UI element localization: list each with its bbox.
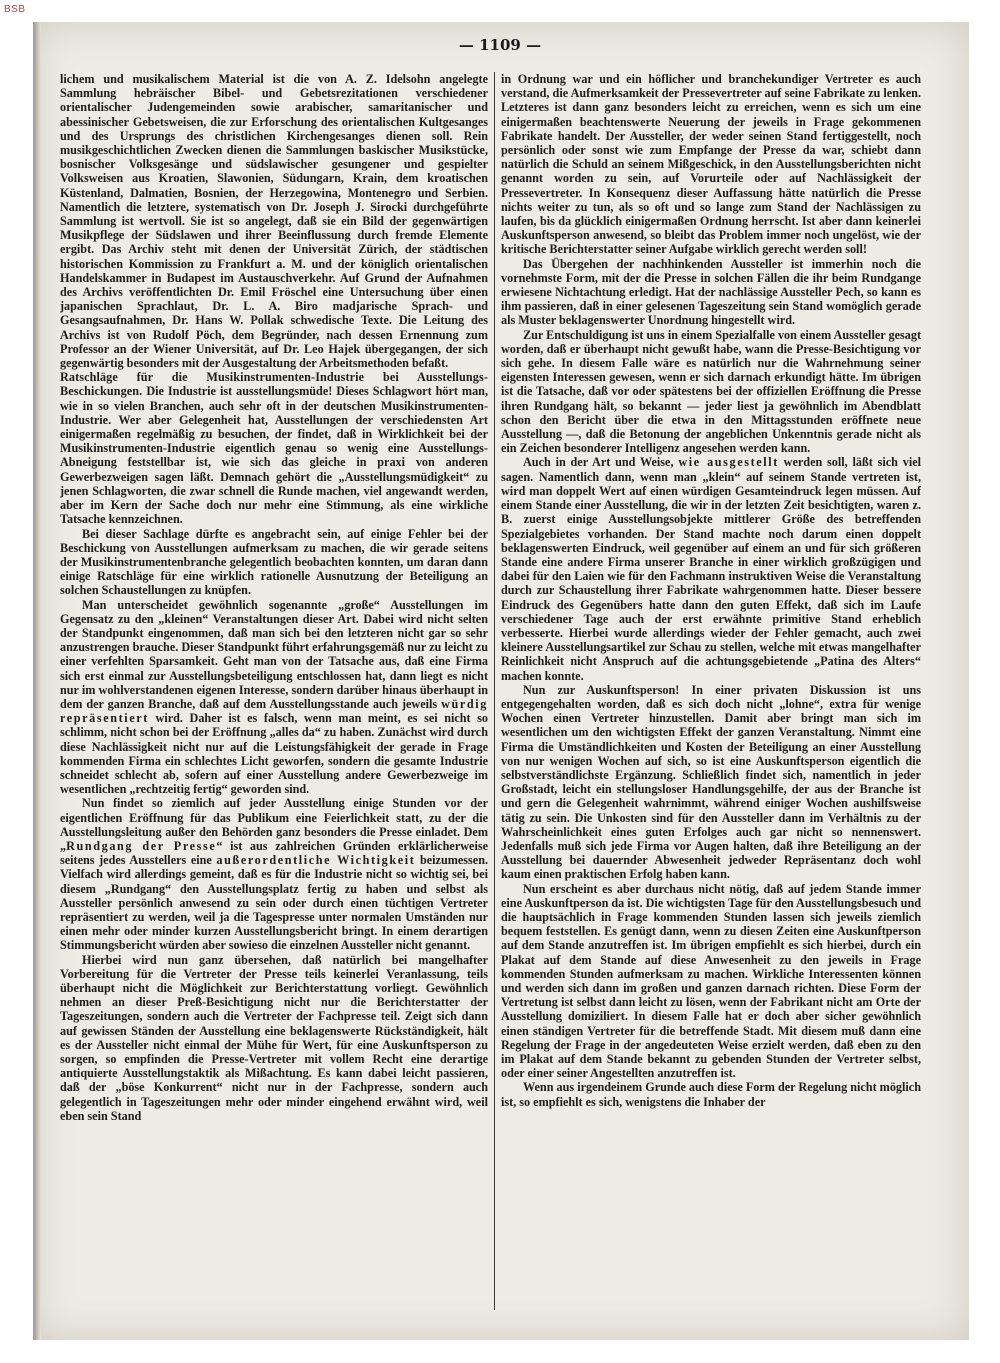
- paragraph: Zur Entschuldigung ist uns in einem Spezialfalle von einem Aussteller gesagt worden, daß er überhaupt nicht gewußt habe, wann die Presse-Besichtigung vor sich gehe. In diesem Falle wäre es natürlich nur die Wahrnehmung seiner eigensten Interessen gewesen, wenn er sich darnach erkundigt hätte. Im übrigen ist die Tatsache, daß vor oder spätestens bei der offiziellen Eröffnung die Presse ihren Rundgang hält, so bekannt — jeder liest ja gewöhnlich im Abendblatt schon den Bericht über die etwa in den Mittagsstunden eröffnete neue Ausstellung —, daß die Betonung der angeblichen Unkenntnis gerade nicht als ein Zeichen besonderer Intelligenz angesehen werden kann.: [501, 327, 921, 456]
- paragraph: Bei dieser Sachlage dürfte es angebracht sein, auf einige Fehler bei der Beschickung von Ausstellungen aufmerksam zu machen, die wir gerade seitens der Musikinstrumentenbranche gelegentlich beobachten konnten, um daran dann einige Ratschläge für eine wirklich rationelle Ausnutzung der Beteiligung an solchen Schaustellungen zu knüpfen.: [60, 526, 488, 598]
- paragraph: Hierbei wird nun ganz übersehen, daß natürlich bei mangelhafter Vorbereitung für die Vertreter der Presse teils keinerlei Veranlassung, teils überhaupt nicht die Möglichkeit zur Berichterstattung vorliegt. Gewöhnlich nehmen an dieser Preß-Besichtigung nicht nur die Berichterstatter der Tageszeitungen, sondern auch die Vertreter der Fachpresse teil. Zeigt sich dann auf gewissen Ständen der Ausstellung eine beklagenswerte Rückständigkeit, hält es der Aussteller nicht einmal der Mühe für Wert, für eine Auskunftsperson zu sorgen, so empfinden die Presse-Vertreter mit vollem Recht eine derartige antiquierte Ausstellungstaktik als Mißachtung. Es kann dabei leicht passieren, daß der „böse Konkurrent“ nicht nur in der Fachpresse, sondern auch gelegentlich in Tageszeitungen mehr oder minder eingehend erwähnt wird, weil eben sein Stand: [60, 952, 488, 1123]
- paragraph-text: werden soll, läßt sich viel sagen. Namentlich dann, wenn man „klein“ auf seinem Stande vertreten ist, wird man doppelt Wert auf einen würdigen Gesamteindruck legen müssen. Auf einem Stande einer Ausstellung, die wir in der letzten Zeit besichtigten, waren z. B. zuerst einige Ausstellungsobjekte mittlerer Größe des betreffenden Spezialgebietes vorhanden. Der Stand machte noch darum einen doppelt beklagenswerten Eindruck, weil gegenüber auf einem an und für sich größeren Stande eine andere Firma unserer Branche in einer wirklich großzügigen und dabei für den Laien wie für den Fachmann instruktiven Weise die Veranstaltung durch zur Schaustellung ihrer Fabrikate wahrgenommen hatte. Dieser bessere Eindruck des Gegenübers hatte dann den guten Effekt, daß sich im Laufe verschiedener Tage auch der erst erwähnte primitive Stand erheblich verbesserte. Hierbei wurde allerdings wieder der Fehler gemacht, auch zwei kleinere Ausstellungsartikel zur Schau zu stellen, welche mit etwas mangelhafter Reinlichkeit nicht Anspruch auf die achtungsgebietende „Patina des Alters“ machen konnte.: [501, 455, 921, 683]
- paragraph: lichem und musikalischem Material ist die von A. Z. Idelsohn angelegte Sammlung hebräischer Bibel- und Gebetsrezitationen verschiedener orientalischer Judengemeinden sowie arabischer, samaritanischer und abessinischer Gebetsweisen, die zur Erforschung des orientalischen Kultgesanges und des Ursprungs des christlichen Kirchengesanges dienen soll. Rein musikgeschichtlichen Zwecken dienen die Sammlungen baskischer Musikstücke, bosnischer Volksgesänge und südslawischer gesungener und gespielter Volksweisen aus Kroatien, Slawonien, Südungarn, Krain, dem kroatischen Küstenland, Dalmatien, Bosnien, der Herzegowina, Montenegro und Serbien. Namentlich die letztere, systematisch von Dr. Joseph J. Sirocki durchgeführte Sammlung ist wertvoll. Sie ist so angelegt, daß sie ein Bild der gegenwärtigen Musikpflege der Südslawen und ihrer Beeinflussung durch fremde Elemente ergibt. Das Archiv steht mit denen der Universität Zürich, der städtischen historischen Kommission zu Frankfurt a. M. und der königlich orientalischen Handelskammer in Budapest im Austauschverkehr. Auf Grund der Aufnahmen des Archivs veröffentlichten Dr. Emil Fröschel eine Untersuchung über einen japanischen Sprachlaut, Dr. L. A. Biro madjarische Sprach- und Gesangsaufnahmen, Dr. Hans W. Pollak schwedische Texte. Die Leitung des Archivs ist von Rudolf Pöch, dem Begründer, nach dessen Ernennung zum Professor an der Wiener Universität, auf Dr. Leo Hajek übergegangen, der sich gegenwärtig besonders mit der Ausgestaltung der Arbeitsmethoden befaßt.: [60, 72, 488, 371]
- paragraph-text: beizumessen. Vielfach wird allerdings gemeint, daß es für die Industrie nicht so wichtig sei, bei diesem „Rundgang“ den Ausstellungsplatz fertig zu haben und selbst als Aussteller persönlich anwesend zu sein oder durch einen tüchtigen Vertreter repräsentiert zu werden, weil ja die Tagespresse unter normalen Umständen nur einen mehr oder minder kurzen Ausstellungsbericht bringt. In einem derartigen Stimmungsbericht würden aber sowieso die einzelnen Aussteller nicht genannt.: [60, 853, 488, 953]
- page-number: — 1109 —: [458, 36, 542, 54]
- paragraph-text: Man unterscheidet gewöhnlich sogenannte „große“ Ausstellungen im Gegensatz zu den „kleinen“ Veranstaltungen dieser Art. Dabei wird nicht selten der Standpunkt eingenommen, daß man sich bei den letzteren nicht gar so sehr anzustrengen brauche. Dieser Standpunkt führt erfahrungsgemäß nur zu leicht zu einer verfehlten Sparsamkeit. Geht man von der Tatsache aus, daß eine Firma sich erst einmal zur Ausstellungsbeteiligung entschlossen hat, dann liegt es nicht nur im wohlverstandenen eigenen Interesse, sondern darüber hinaus überhaupt in dem der ganzen Branche, daß auf dem Ausstellungsstande auch jeweils: [60, 597, 488, 711]
- paragraph-text: Auch in der Art und Weise,: [523, 455, 674, 470]
- paragraph: in Ordnung war und ein höflicher und branchekundiger Vertreter es auch verstand, die Aufmerksamkeit der Pressevertreter auf seine Fabrikate zu lenken. Letzteres ist dann ganz besonders leicht zu erreichen, wenn es sich um eine einigermaßen beachtenswerte Neuerung der jeweils in Frage gekommenen Fabrikate handelt. Der Aussteller, der weder seinen Stand fertiggestellt, noch persönlich oder sonst wie zum Empfange der Presse da war, schiebt dann natürlich die Schuld an seinem Mißgeschick, in den Ausstellungsberichten nicht genannt worden zu sein, auf Vorurteile oder auf Nachlässigkeit der Pressevertreter. In Konsequenz dieser Auffassung hätte natürlich die Presse nichts weiter zu tun, als so oft und so lange zum Stand der Nachlässigen zu laufen, bis da glücklich einigermaßen Ordnung herrscht. Ist aber dann keinerlei Auskunftsperson anwesend, so bleibt das Problem immer noch ungelöst, wie der kritische Berichterstatter seiner Aufgabe wirklich gerecht werden soll!: [501, 72, 921, 257]
- paragraph-text: Die Industrie ist ausstellungsmüde! Dieses Schlagwort hört man, wie in so vielen Branchen, auch sehr oft in der deutschen Musikinstrumenten-Industrie. Wer aber Gelegenheit hat, Ausstellungen der verschiedensten Art einigermaßen regelmäßig zu besuchen, der findet, daß in Wirklichkeit bei der Musikinstrumenten-Industrie eigentlich genau so wenig eine Ausstellungs-Abneigung feststellbar ist, wie sich das gleiche in praxi von anderen Gewerbezweigen sagen läßt. Demnach gehört die „Ausstellungsmüdigkeit“ zu jenen Schlagworten, die zwar schnell die Runde machen, viel angewandt werden, aber im Kern der Sache doch nur mehr eine Stimmung, als eine wirkliche Tatsache kennzeichnen.: [60, 384, 488, 527]
- left-column: [60, 72, 488, 1312]
- section-heading: Ratschläge für die Musikinstrumenten-Industrie bei Ausstellungs-Beschickungen.: [60, 370, 488, 399]
- emphasis-spaced: wie ausgestellt: [678, 455, 779, 470]
- emphasis-spaced: außerordentliche Wichtigkeit: [216, 853, 416, 868]
- page-gutter-shadow: [33, 22, 41, 1340]
- right-column: [501, 72, 921, 1312]
- paragraph: Wenn aus irgendeinem Grunde auch diese Form der Regelung nicht möglich ist, so empfiehlt es sich, wenigstens die Inhaber der: [501, 1080, 921, 1109]
- paragraph: [60, 370, 488, 526]
- paragraph: [60, 796, 488, 952]
- library-stamp: BSB: [4, 4, 26, 15]
- paragraph: Nun erscheint es aber durchaus nicht nötig, daß auf jedem Stande immer eine Auskunftperson da ist. Die wichtigsten Tage für den Ausstellungsbesuch und die hauptsächlich in Frage kommenden Stunden lassen sich jeweils ziemlich bequem feststellen. Es genügt dann, wenn zu diesen Zeiten eine Auskunftperson auf dem Stande anzutreffen ist. Im übrigen empfiehlt es sich hierbei, durch ein Plakat auf dem Stande auf diese Anwesenheit zu den jeweils in Frage kommenden Stunden aufmerksam zu machen. Wirkliche Interessenten können und werden sich dann im großen und ganzen darnach richten. Diese Form der Vertretung ist selbst dann leicht zu lösen, wenn der Fabrikant nicht am Orte der Ausstellung domiziliert. In diesem Falle hat er doch aber sicher gewöhnlich einen ständigen Vertreter für die betreffende Stadt. Mit diesem muß dann eine Regelung der Frage in der angedeuteten Weise erzielt werden, daß eben zu den im Plakat auf dem Stande bekannt zu gebenden Stunden der Vertreter selbst, oder einer seiner Angestellten anzutreffen ist.: [501, 881, 921, 1081]
- emphasis-spaced: Rundgang der Presse: [66, 838, 217, 853]
- paragraph-text: wird. Daher ist es falsch, wenn man meint, es sei nicht so schlimm, nicht schon bei der Eröffnung „alles da“ zu haben. Zunächst wird durch diese Nachlässigkeit nicht nur auf die Leistungsfähigkeit der gerade in Frage kommenden Firma ein schlechtes Licht geworfen, sondern die gesamte Industrie schneidet schlecht ab, sofern auf einer Ausstellung andere Gewerbezweige im wesentlichen „rechtzeitig fertig“ geworden sind.: [60, 711, 488, 797]
- paragraph: Das Übergehen der nachhinkenden Aussteller ist immerhin noch die vornehmste Form, mit der die Presse in solchen Fällen die ihr beim Rundgange erwiesene Nichtachtung erledigt. Hat der nachlässige Aussteller Pech, so kann es ihm passieren, daß in einer gelesenen Tageszeitung sein Stand womöglich gerade als Muster beklagenswerter Unordnung hingestellt wird.: [501, 256, 921, 328]
- paragraph-text: “ ist aus zahlreichen Gründen erklärlicherweise seitens jedes Ausstellers eine: [60, 838, 488, 868]
- paragraph: [501, 455, 921, 682]
- paragraph-text: Nun findet so ziemlich auf jeder Ausstellung einige Stunden vor der eigentlichen Eröffnung für das Publikum eine Feierlichkeit statt, zu der die Ausstellungsleitung außer den Behörden ganz besonders die Presse einladet. Dem „: [60, 796, 488, 853]
- column-divider: [494, 72, 495, 1310]
- emphasis-spaced: würdig repräsentiert: [60, 696, 488, 726]
- paragraph: [60, 598, 488, 797]
- paragraph: Nun zur Auskunftsperson! In einer privaten Diskussion ist uns entgegengehalten worden, daß es sich doch nicht „lohne“, extra für wenige Wochen einen Vertreter hinzustellen. Damit aber bringt man sich im wesentlichen um den wichtigsten Effekt der ganzen Veranstaltung. Nimmt eine Firma die Umständlichkeiten und Kosten der Beteiligung an einer Ausstellung von nur wenigen Wochen auf sich, so ist eine Auskunftsperson eigentlich die selbstverständlichste Ergänzung. Schließlich findet sich, namentlich in jeder Großstadt, leicht ein stellungsloser Handlungsgehilfe, der aus der Branche ist und gern die Gelegenheit wahrnimmt, während einiger Wochen aushilfsweise tätig zu sein. Die Unkosten sind für den Aussteller dann im Verhältnis zu der Wahrscheinlichkeit eines guten Erfolges auch gar nicht so nennenswert. Jedenfalls muß sich jede Firma vor Augen halten, daß ihre Beteiligung an der Ausstellung bei dauernder Abwesenheit jedweder Repräsentanz doch wohl kaum einen praktischen Erfolg haben kann.: [501, 682, 921, 882]
